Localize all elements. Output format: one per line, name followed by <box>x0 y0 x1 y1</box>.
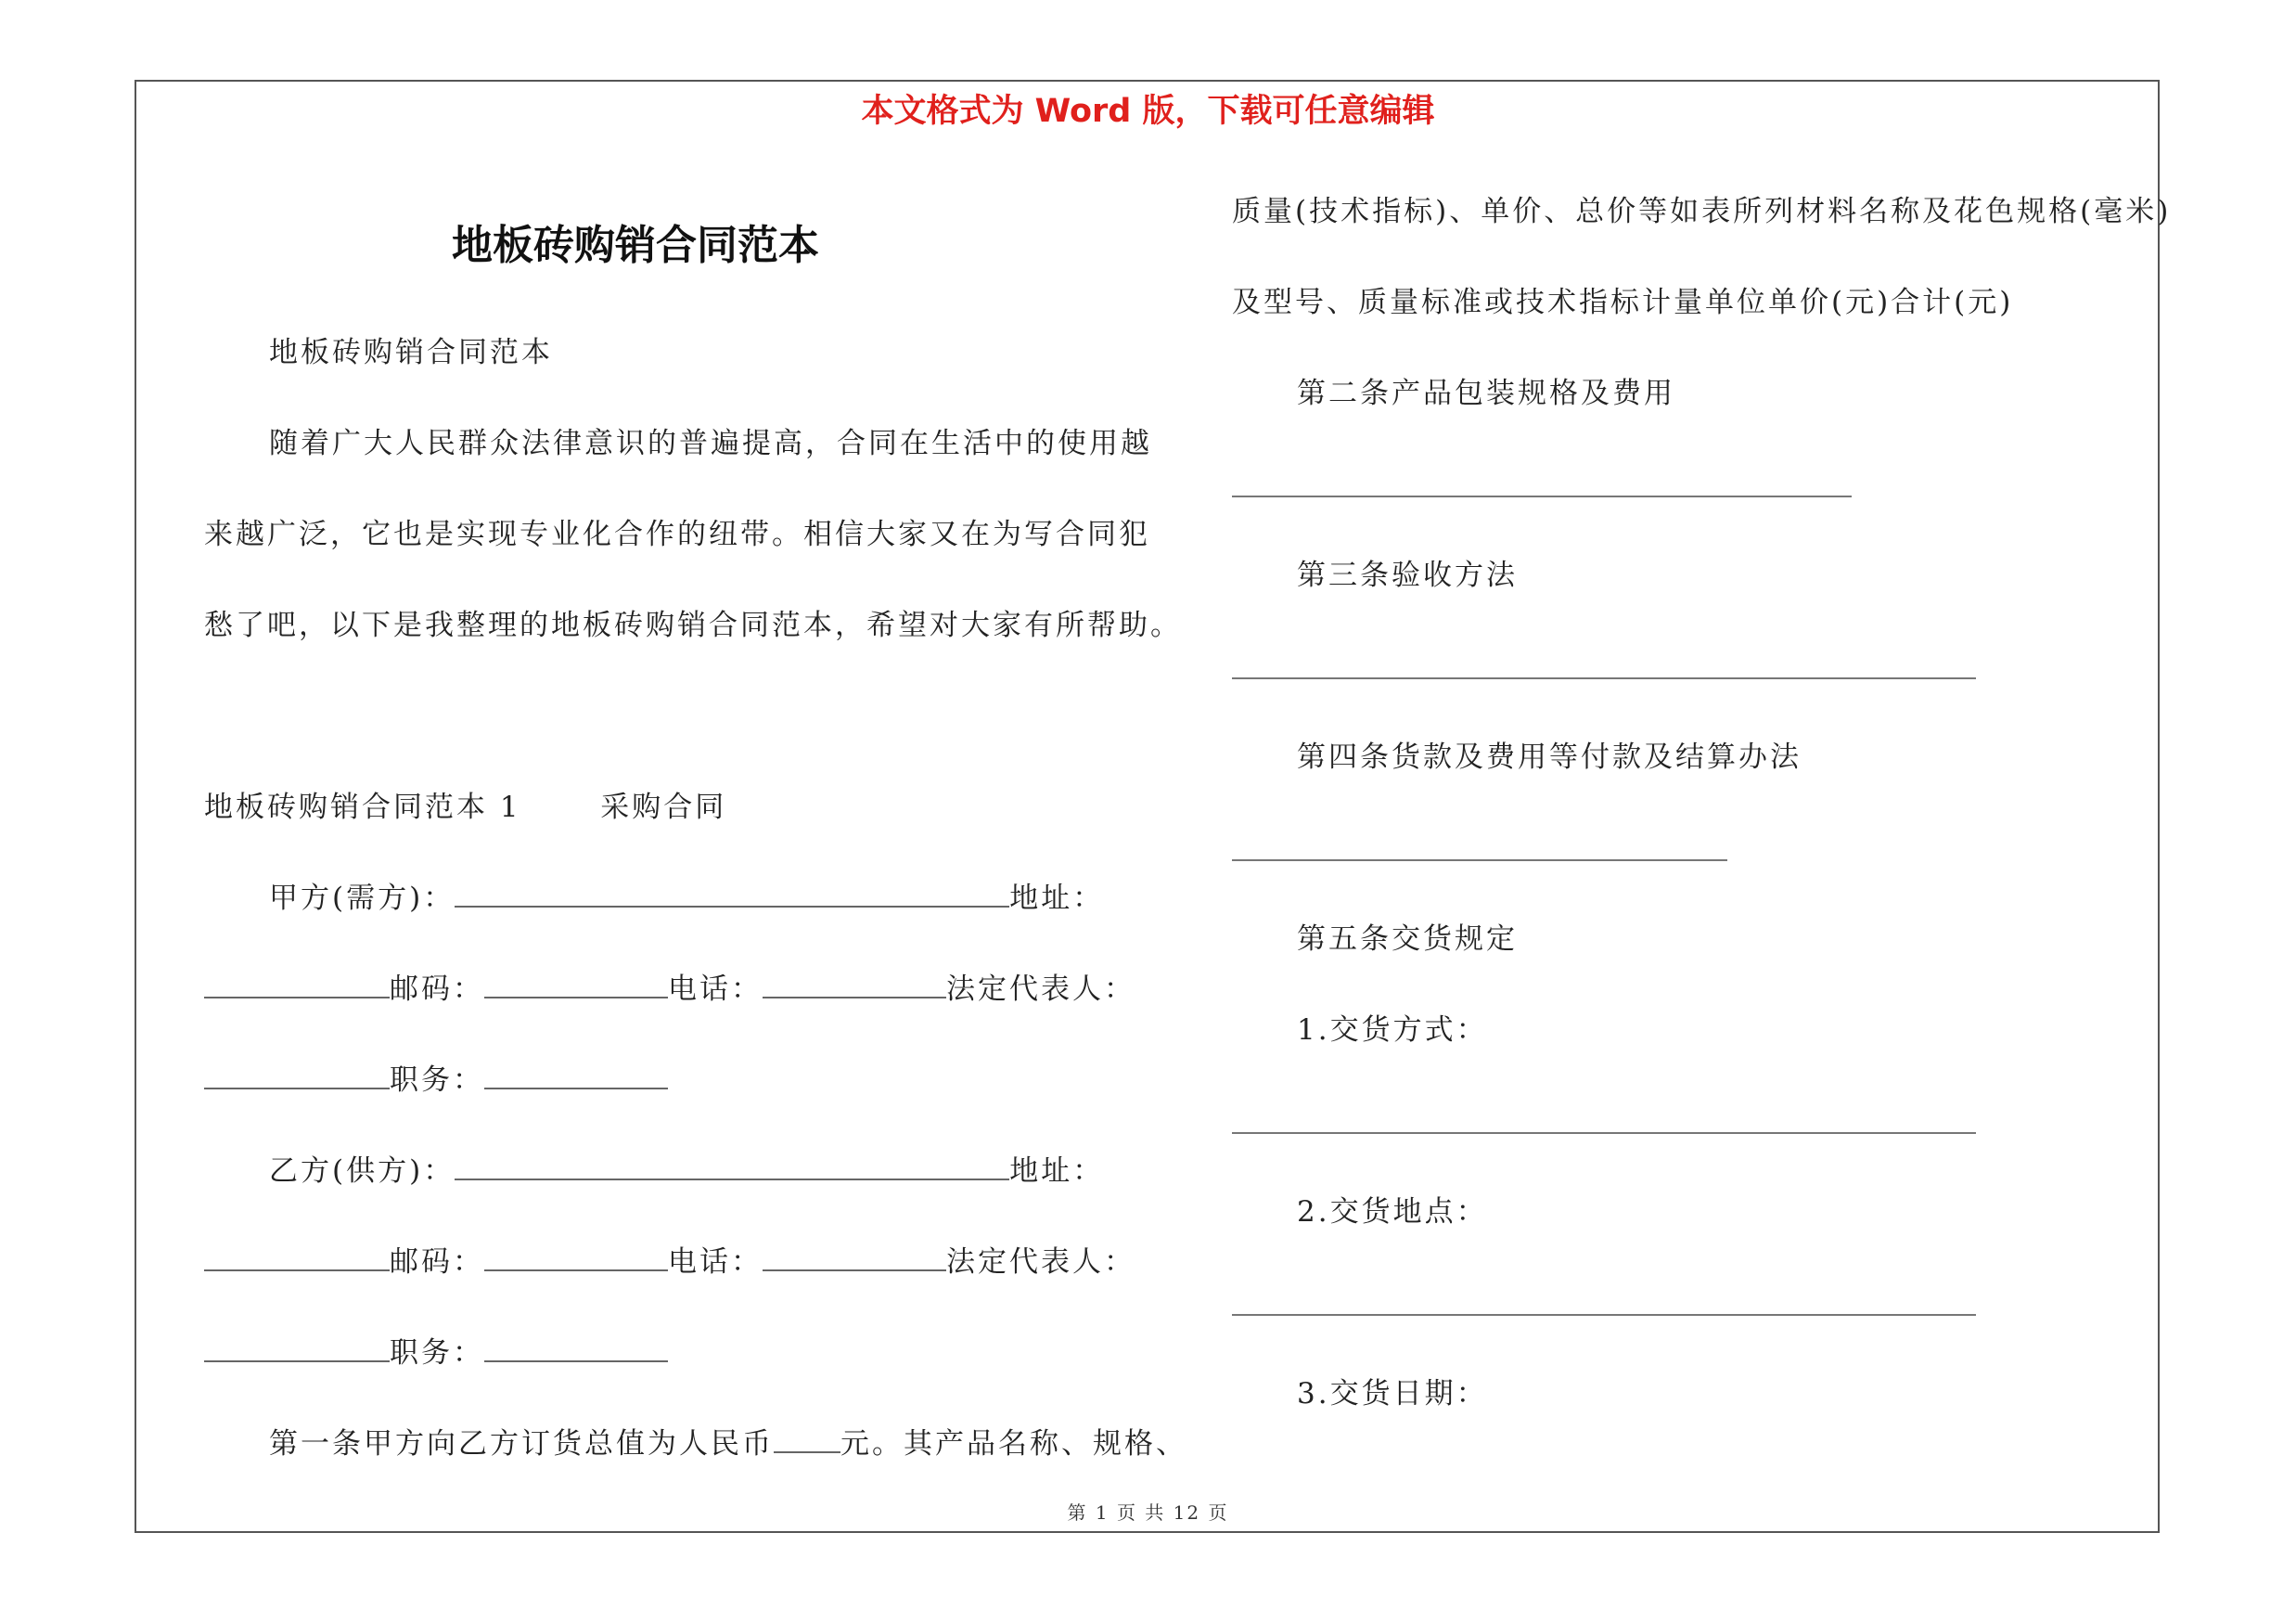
delivery-date: 3.交货日期： <box>1297 1377 1488 1410</box>
party-b-blank <box>455 1153 1009 1180</box>
article-4-blank-line <box>1232 859 1727 861</box>
article-3-blank-line <box>1232 677 1976 679</box>
legal-rep-label: 法定代表人： <box>946 973 1135 1006</box>
party-b-address-label: 地址： <box>1009 1154 1105 1188</box>
page-number: 第 1 页 共 12 页 <box>1067 1501 1229 1524</box>
phone-label: 电话： <box>668 1245 763 1279</box>
party-a-contact-row <box>204 971 1135 1008</box>
legal-rep-blank <box>204 1334 390 1362</box>
continuation-line-2: 及型号、质量标准或技术指标计量单位单价(元)合计(元) <box>1232 286 2014 319</box>
position-blank <box>484 1334 668 1362</box>
intro-line-1: 随着广大人民群众法律意识的普遍提高，合同在生活中的使用越 <box>269 427 1152 460</box>
party-b-label: 乙方(供方)： <box>269 1154 455 1188</box>
postcode-blank <box>484 1243 668 1271</box>
article-1-text-b: 元。其产品名称、规格、 <box>840 1427 1187 1461</box>
continuation-line-1: 质量(技术指标)、单价、总价等如表所列材料名称及花色规格(毫米) <box>1232 195 2172 228</box>
phone-blank <box>763 971 946 998</box>
delivery-location: 2.交货地点： <box>1297 1195 1488 1229</box>
party-b-contact-row <box>204 1243 1135 1281</box>
section-heading <box>204 789 726 826</box>
legal-rep-label: 法定代表人： <box>946 1245 1135 1279</box>
phone-blank <box>763 1243 946 1271</box>
article-2-blank-line <box>1232 496 1852 497</box>
document-title: 地板砖购销合同范本 <box>452 222 819 269</box>
phone-label: 电话： <box>668 973 763 1006</box>
intro-line-3: 愁了吧，以下是我整理的地板砖购销合同范本，希望对大家有所帮助。 <box>204 609 1182 642</box>
postcode-label: 邮码： <box>390 973 484 1006</box>
delivery-method-blank-line <box>1232 1132 1976 1134</box>
article-5: 第五条交货规定 <box>1297 922 1518 956</box>
intro-line-2: 来越广泛，它也是实现专业化合作的纽带。相信大家又在为写合同犯 <box>204 518 1150 551</box>
article-2: 第二条产品包装规格及费用 <box>1297 377 1675 410</box>
address-blank <box>204 971 390 998</box>
article-1-line <box>269 1425 1187 1462</box>
article-4: 第四条货款及费用等付款及结算办法 <box>1297 741 1802 774</box>
party-a-address-label: 地址： <box>1009 882 1105 915</box>
legal-rep-blank <box>204 1062 390 1089</box>
position-blank <box>484 1062 668 1089</box>
party-b-row <box>269 1153 1104 1190</box>
party-a-row <box>269 880 1104 917</box>
subtitle: 地板砖购销合同范本 <box>269 336 553 369</box>
postcode-label: 邮码： <box>390 1245 484 1279</box>
address-blank <box>204 1243 390 1271</box>
word-format-banner: 本文格式为 Word 版，下载可任意编辑 <box>861 93 1435 130</box>
party-b-position-row <box>204 1334 668 1372</box>
article-1-text-a: 第一条甲方向乙方订货总值为人民币 <box>269 1427 774 1461</box>
article-3: 第三条验收方法 <box>1297 559 1518 592</box>
delivery-method: 1.交货方式： <box>1297 1013 1488 1047</box>
party-a-blank <box>455 880 1009 908</box>
position-label: 职务： <box>390 1336 484 1370</box>
party-a-position-row <box>204 1062 668 1099</box>
position-label: 职务： <box>390 1063 484 1097</box>
amount-blank <box>774 1425 840 1453</box>
section-heading-subtitle: 采购合同 <box>600 791 727 824</box>
delivery-location-blank-line <box>1232 1314 1976 1316</box>
postcode-blank <box>484 971 668 998</box>
party-a-label: 甲方(需方)： <box>269 882 455 915</box>
section-heading-title: 地板砖购销合同范本 1 <box>204 791 521 824</box>
